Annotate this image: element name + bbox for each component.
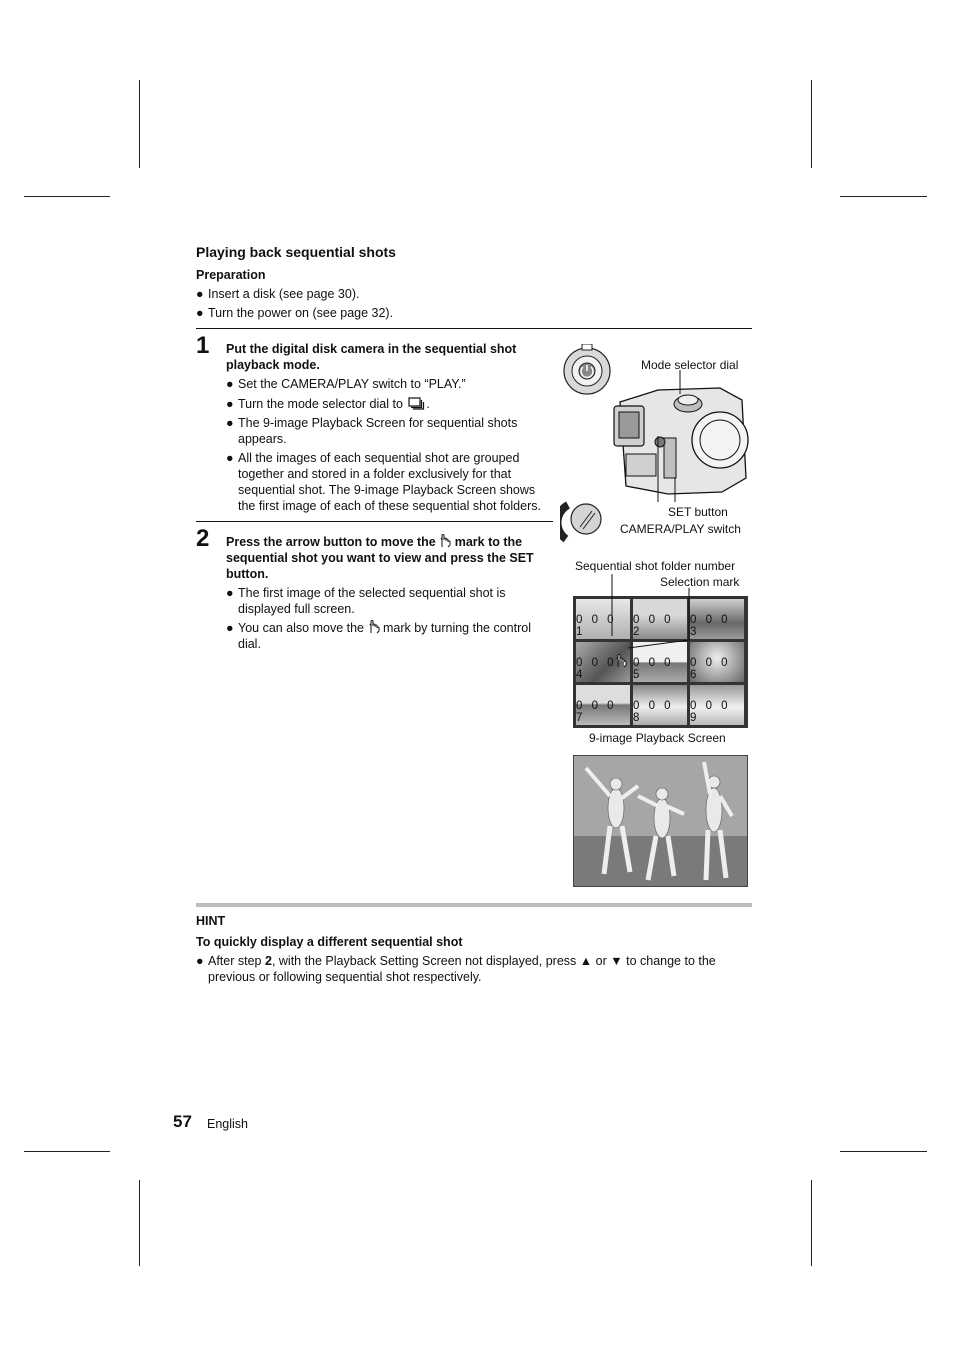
step-heading: sequential shot you want to view and press the SET [226,551,534,565]
crop-mark [811,80,812,168]
set-button-label: SET button [668,505,728,519]
language-label: English [207,1117,248,1131]
thumbnail: 0 0 0 3 [690,599,744,639]
grid-leader-lines [600,574,720,654]
crop-mark [139,1180,140,1266]
full-screen-image [573,755,748,887]
step-heading: playback mode. [226,358,320,372]
divider [196,328,752,329]
step-heading: button. [226,567,269,581]
thumbnail: 0 0 0 1 [576,599,630,639]
crop-mark [24,196,110,197]
thumbnail: 0 0 0 5 [633,642,687,682]
hand-pointer-icon [439,534,451,548]
crop-mark [811,1180,812,1266]
screen-caption: 9-image Playback Screen [589,731,726,745]
page-number: 57 [173,1112,192,1131]
selection-mark-label: Selection mark [660,575,740,589]
hand-pointer-icon [368,620,380,634]
step-number: 2 [196,525,210,552]
crop-mark [840,196,927,197]
list-item-text: Turn the mode selector dial to [238,397,403,411]
thumbnail: 0 0 0 4 [576,642,630,682]
thumbnail: 0 0 0 2 [633,599,687,639]
step-heading: Put the digital disk camera in the sequential shot [226,342,517,356]
mode-selector-dial-label: Mode selector dial [641,358,739,372]
step-number: 1 [196,332,210,359]
leader-lines [600,370,800,510]
sequential-shot-icon [408,397,426,410]
crop-mark [139,80,140,168]
crop-mark [24,1151,110,1152]
camera-play-switch-illustration [560,497,608,543]
camera-play-switch-label: CAMERA/PLAY switch [620,522,741,536]
dancers-photo [574,756,748,887]
hint-divider [196,903,752,907]
section-title: Playing back sequential shots [196,244,396,260]
thumbnail: 0 0 0 8 [633,685,687,725]
step-heading: Press the arrow button to move the mark to the [226,535,523,549]
preparation-heading: Preparation [196,268,266,282]
thumbnail: 0 0 0 6 [690,642,744,682]
down-arrow-icon: ▼ [610,954,623,968]
divider [196,521,553,522]
crop-mark [840,1151,927,1152]
thumbnail: 0 0 0 7 [576,685,630,725]
up-arrow-icon: ▲ [579,954,593,968]
folder-number-label: Sequential shot folder number [575,559,736,573]
thumbnail: 0 0 0 9 [690,685,744,725]
selection-mark-icon [615,654,627,668]
hint-title: To quickly display a different sequential shot [196,935,463,949]
hint-label: HINT [196,914,226,928]
